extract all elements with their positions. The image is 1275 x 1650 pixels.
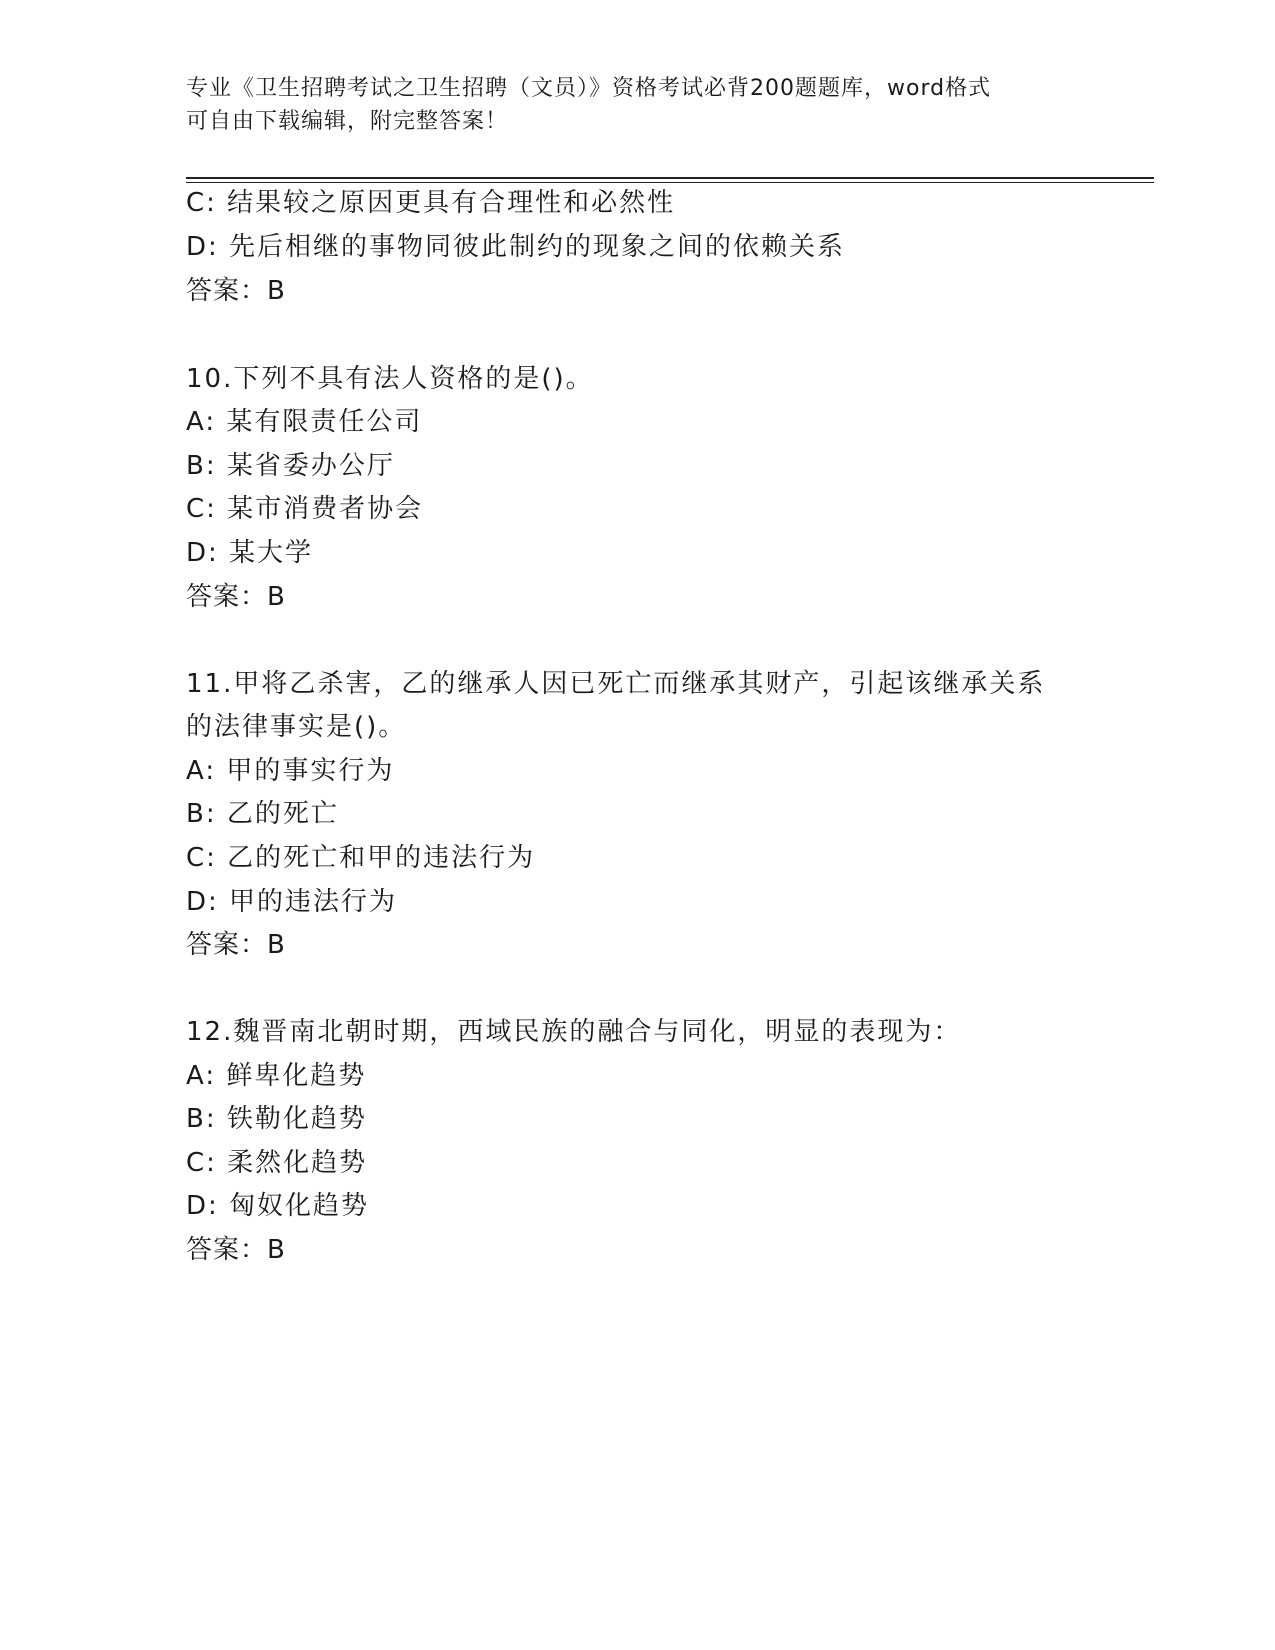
- option-c: C: 柔然化趋势: [186, 1148, 368, 1178]
- header-rule-thin: [186, 182, 1154, 183]
- option-a: A: 某有限责任公司: [186, 407, 423, 437]
- header-rule-thick: [186, 177, 1154, 179]
- option-b: B: 某省委办公厅: [186, 451, 395, 481]
- document-header: [186, 72, 1086, 138]
- answer: 答案：B: [186, 276, 286, 306]
- question-stem-continued: 的法律事实是()。: [186, 712, 407, 742]
- header-line-2: 可自由下载编辑，附完整答案！: [186, 109, 509, 134]
- option-a: A: 鲜卑化趋势: [186, 1061, 367, 1091]
- question-stem: 12.魏晋南北朝时期，西域民族的融合与同化，明显的表现为：: [186, 1017, 962, 1047]
- question-stem: 11.甲将乙杀害，乙的继承人因已死亡而继承其财产，引起该继承关系: [186, 669, 1046, 699]
- answer: 答案：B: [186, 930, 286, 960]
- option-c: C: 乙的死亡和甲的违法行为: [186, 843, 536, 873]
- option-c: C: 某市消费者协会: [186, 494, 424, 524]
- option-d: D: 甲的违法行为: [186, 887, 398, 917]
- option-a: A: 甲的事实行为: [186, 756, 395, 786]
- answer: 答案：B: [186, 582, 286, 612]
- option-d: D: 先后相继的事物同彼此制约的现象之间的依赖关系: [186, 232, 846, 262]
- option-d: D: 匈奴化趋势: [186, 1191, 370, 1221]
- answer: 答案：B: [186, 1235, 286, 1265]
- option-b: B: 铁勒化趋势: [186, 1104, 367, 1134]
- option-c: C: 结果较之原因更具有合理性和必然性: [186, 188, 676, 218]
- question-stem: 10.下列不具有法人资格的是()。: [186, 364, 594, 394]
- option-d: D: 某大学: [186, 538, 314, 568]
- header-line-1: 专业《卫生招聘考试之卫生招聘（文员）》资格考试必背200题题库，word格式: [186, 76, 992, 101]
- option-b: B: 乙的死亡: [186, 799, 339, 829]
